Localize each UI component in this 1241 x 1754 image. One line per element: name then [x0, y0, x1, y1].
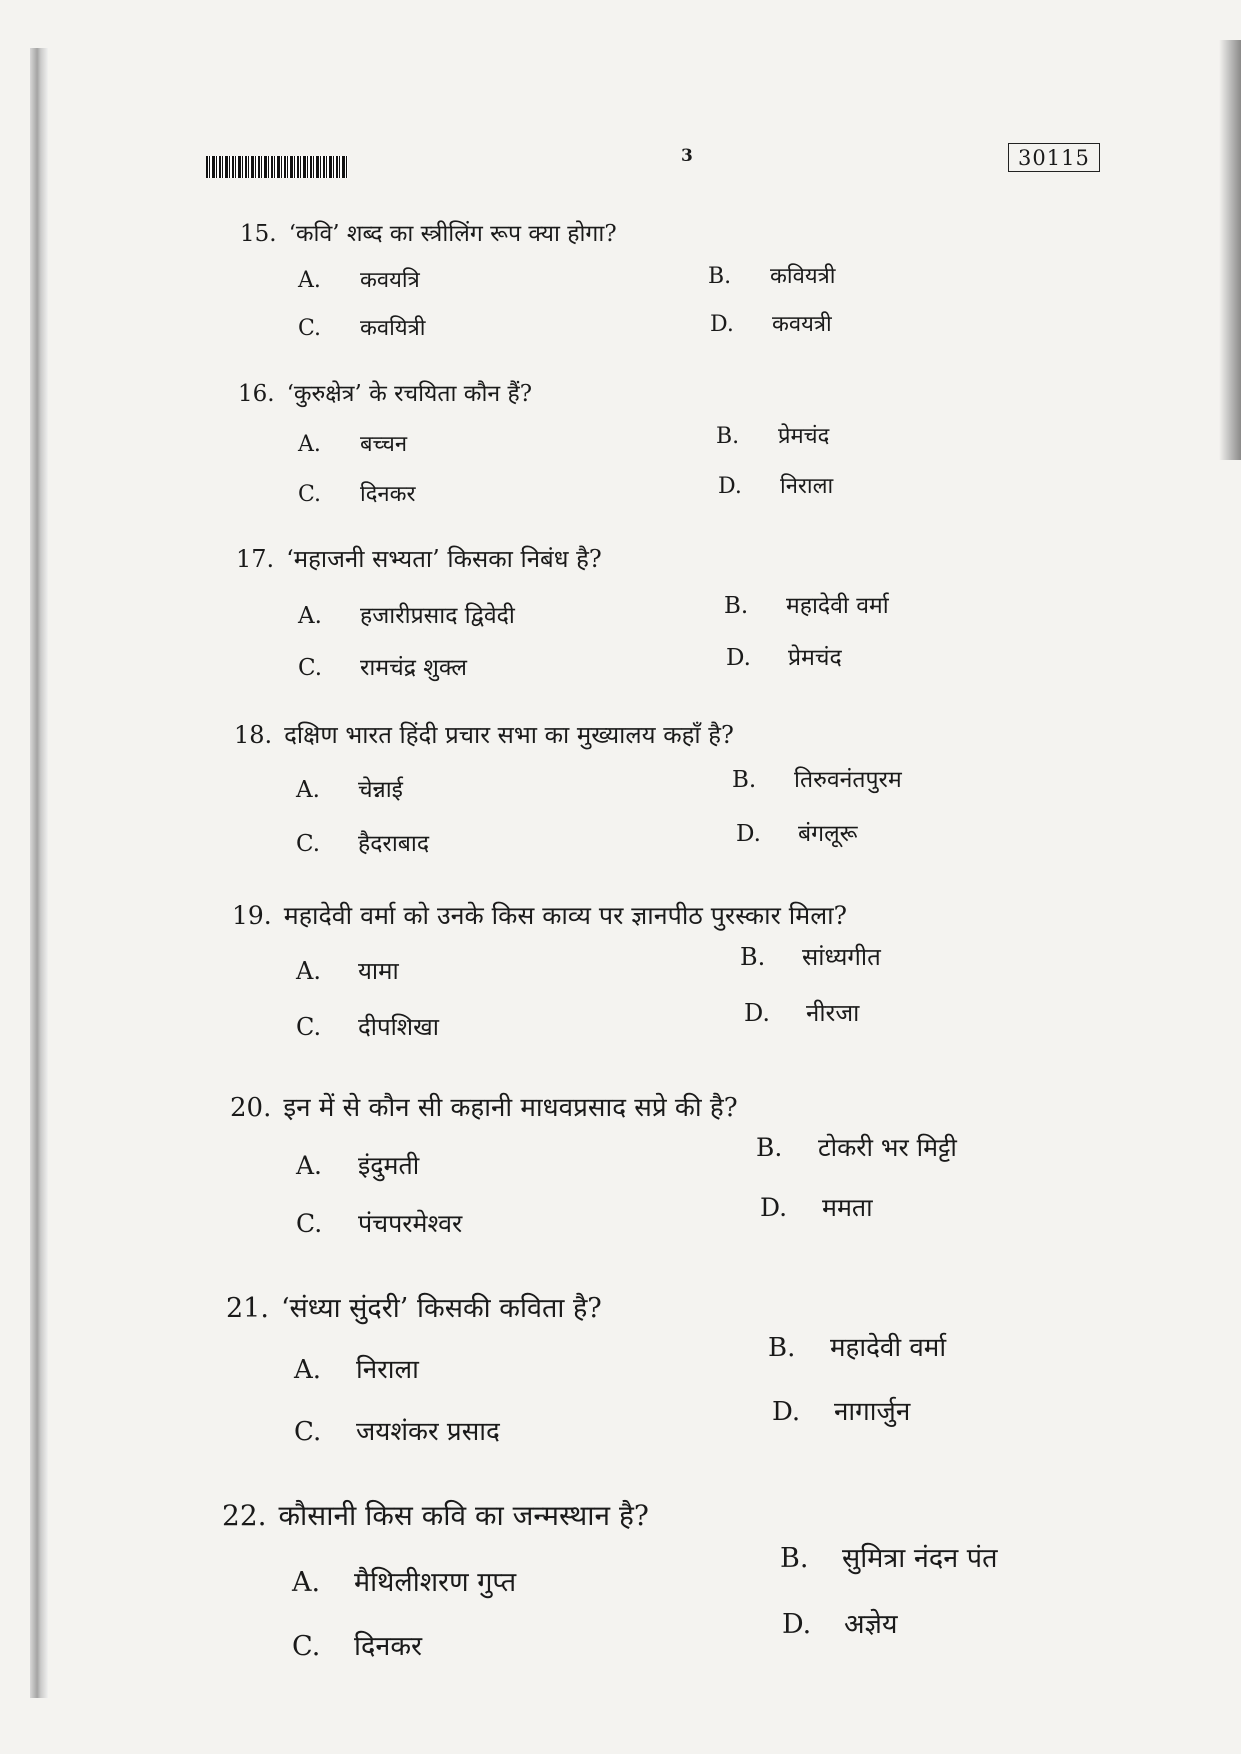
option-letter: A. [296, 1151, 323, 1180]
option-letter: B. [756, 1133, 783, 1162]
option-b [780, 1538, 998, 1575]
option-letter: C. [296, 1209, 323, 1238]
option-text: मैथिलीशरण गुप्त [354, 1567, 517, 1598]
option-c [296, 1010, 439, 1043]
option-text: सांध्यगीत [802, 943, 881, 971]
option-text: जयशंकर प्रसाद [356, 1417, 500, 1447]
option-text: पंचपरमेश्वर [358, 1209, 463, 1238]
barcode [206, 156, 348, 178]
option-letter: D. [782, 1609, 812, 1640]
option-b [716, 420, 829, 450]
option-text: तिरुवनंतपुरम [794, 767, 902, 793]
option-a [296, 954, 399, 987]
option-letter: A. [296, 957, 321, 985]
option-letter: D. [736, 821, 761, 847]
option-d [772, 1392, 910, 1428]
option-letter: C. [298, 655, 323, 681]
option-letter: C. [296, 1013, 322, 1041]
option-d [718, 470, 833, 500]
option-a [296, 1148, 419, 1182]
option-a [294, 1350, 419, 1386]
question-text: महादेवी वर्मा को उनके किस काव्य पर ज्ञानपीठ पुरस्कार मिला? [283, 901, 848, 930]
option-d [744, 996, 859, 1029]
option-letter: A. [298, 268, 321, 293]
option-a [298, 264, 420, 294]
question-number: 21. [226, 1293, 269, 1324]
option-d [782, 1604, 898, 1641]
option-b [732, 762, 902, 794]
option-letter: D. [710, 312, 734, 337]
option-text: दिनकर [360, 482, 416, 507]
paper-code-box: 30115 [1008, 143, 1100, 172]
question-text: ‘कुरुक्षेत्र’ के रचयिता कौन हैं? [286, 381, 533, 407]
option-a [298, 428, 407, 458]
option-text: हैदराबाद [358, 831, 430, 857]
question-text: कौसानी किस कवि का जन्मस्थान है? [278, 1499, 649, 1532]
option-c [298, 478, 415, 508]
option-text: प्रेमचंद [778, 424, 830, 449]
option-b [740, 940, 881, 973]
option-d [736, 816, 858, 848]
option-letter: A. [296, 777, 320, 803]
option-b [768, 1328, 946, 1364]
option-text: कवयत्रि [360, 268, 420, 293]
option-text: नागार्जुन [834, 1397, 911, 1427]
option-text: बच्चन [360, 432, 408, 457]
option-letter: A. [298, 603, 322, 629]
option-letter: C. [292, 1631, 321, 1662]
option-a [296, 772, 403, 804]
option-a [298, 598, 515, 630]
option-b [756, 1130, 957, 1164]
question-stem [236, 542, 602, 575]
scan-left-edge-shadow [30, 48, 48, 1698]
option-text: महादेवी वर्मा [830, 1333, 947, 1363]
option-text: प्रेमचंद [788, 645, 842, 671]
option-text: सुमित्रा नंदन पंत [842, 1543, 998, 1574]
option-text: चेन्नाई [358, 777, 403, 803]
question-stem [222, 1496, 649, 1534]
option-letter: D. [718, 474, 742, 499]
option-text: इंदुमती [358, 1151, 420, 1180]
option-letter: B. [724, 593, 749, 619]
option-c [298, 312, 425, 342]
question-stem [234, 718, 734, 751]
option-text: हजारीप्रसाद द्विवेदी [360, 603, 515, 629]
option-letter: C. [298, 482, 322, 507]
option-letter: C. [296, 831, 321, 857]
option-c [292, 1626, 422, 1663]
question-number: 19. [232, 901, 272, 930]
option-c [296, 1206, 462, 1240]
option-letter: A. [292, 1567, 321, 1598]
option-text: बंगलूरू [798, 821, 858, 847]
question-number: 20. [230, 1093, 272, 1123]
option-text: टोकरी भर मिट्टी [818, 1133, 957, 1162]
question-number: 17. [236, 545, 275, 573]
option-letter: B. [708, 264, 732, 289]
option-d [710, 308, 832, 338]
question-number: 15. [240, 221, 277, 247]
page-header [0, 0, 1241, 200]
option-text: कवयित्री [360, 316, 426, 341]
question-number: 16. [238, 381, 275, 407]
option-text: महादेवी वर्मा [786, 593, 889, 619]
option-text: कवियत्री [770, 264, 836, 289]
option-letter: B. [740, 943, 766, 971]
option-c [298, 650, 467, 682]
question-text: ‘कवि’ शब्द का स्त्रीलिंग रूप क्या होगा? [288, 221, 617, 247]
option-d [760, 1190, 873, 1224]
option-letter: D. [760, 1193, 788, 1222]
question-number: 18. [234, 721, 273, 749]
option-letter: A. [298, 432, 321, 457]
option-text: अज्ञेय [844, 1609, 898, 1640]
option-text: निराला [356, 1355, 419, 1385]
question-text: ‘महाजनी सभ्यता’ किसका निबंध है? [286, 545, 602, 573]
option-b [724, 588, 889, 620]
question-text: दक्षिण भारत हिंदी प्रचार सभा का मुख्यालय कहाँ है? [284, 721, 734, 749]
option-letter: D. [744, 999, 771, 1027]
question-stem [230, 1088, 738, 1124]
option-text: कवयत्री [772, 312, 832, 337]
question-stem [238, 376, 532, 408]
option-letter: D. [772, 1397, 801, 1427]
option-letter: C. [298, 316, 322, 341]
option-letter: B. [768, 1333, 796, 1363]
question-number: 22. [222, 1499, 267, 1532]
option-letter: B. [716, 424, 740, 449]
option-text: निराला [780, 474, 834, 499]
option-letter: B. [732, 767, 757, 793]
option-b [708, 260, 835, 290]
question-stem [240, 216, 617, 248]
option-text: नीरजा [806, 999, 860, 1027]
option-text: यामा [358, 957, 399, 985]
question-stem [232, 898, 847, 932]
option-d [726, 640, 842, 672]
question-text: ‘संध्या सुंदरी’ किसकी कविता है? [280, 1293, 602, 1324]
option-letter: D. [726, 645, 751, 671]
option-a [292, 1562, 516, 1599]
option-text: दिनकर [354, 1631, 423, 1662]
option-letter: C. [294, 1417, 322, 1447]
question-text: इन में से कौन सी कहानी माधवप्रसाद सप्रे की है? [283, 1093, 738, 1123]
option-c [296, 826, 429, 858]
option-letter: A. [294, 1355, 322, 1385]
option-text: रामचंद्र शुक्ल [360, 655, 468, 681]
option-c [294, 1412, 500, 1448]
option-text: ममता [822, 1193, 873, 1222]
question-stem [226, 1288, 602, 1325]
option-letter: B. [780, 1543, 809, 1574]
option-text: दीपशिखा [358, 1013, 439, 1041]
page-number: 3 [681, 146, 693, 166]
